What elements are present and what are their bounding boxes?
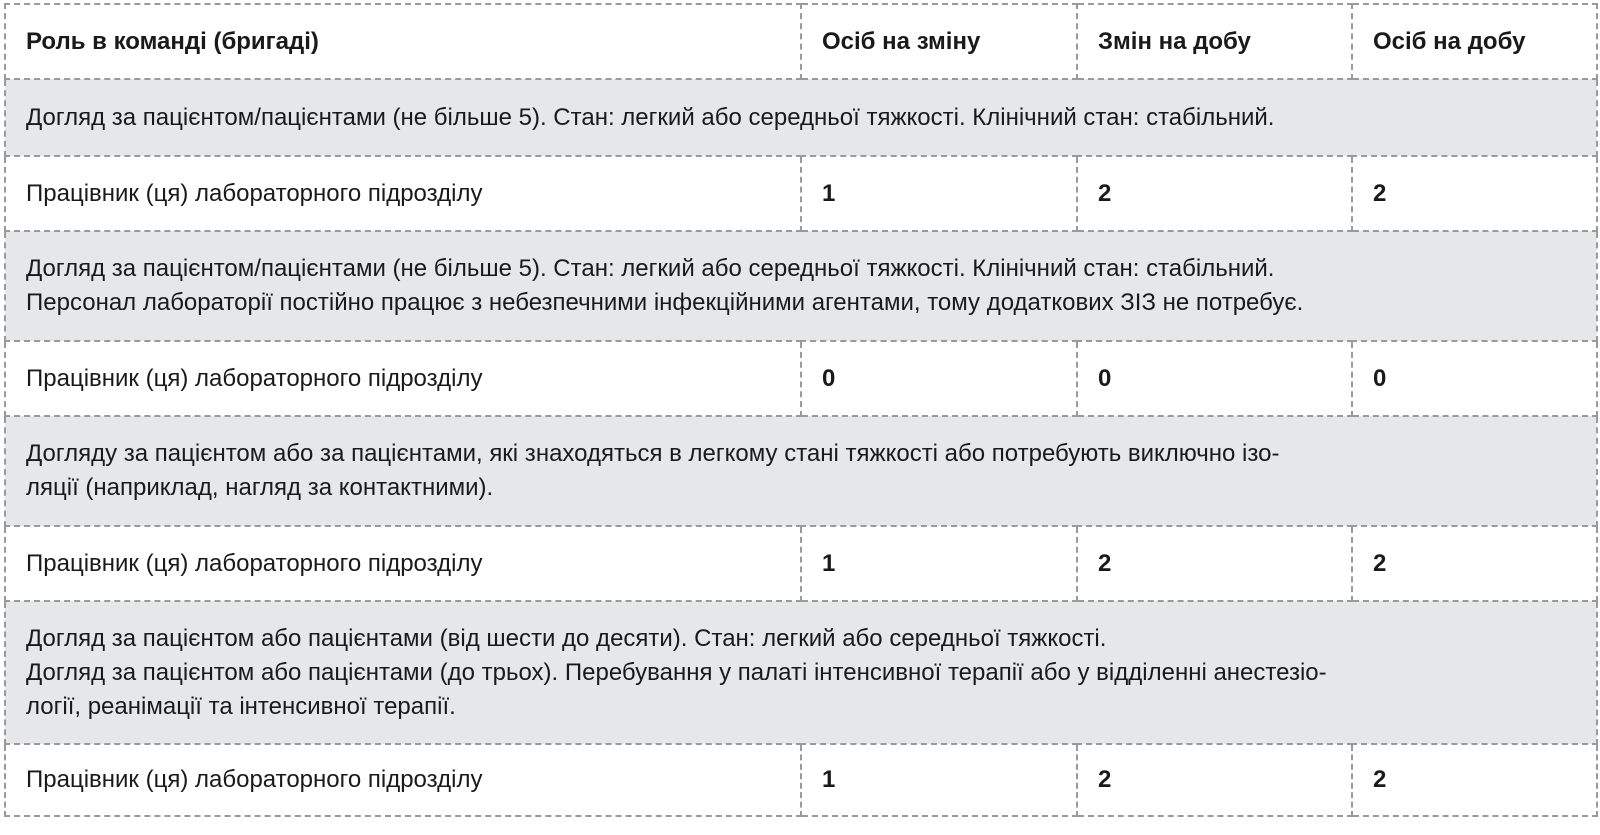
cell-shifts-per-day: 0	[1077, 341, 1352, 416]
header-per-day: Осіб на добу	[1352, 4, 1597, 79]
section-description-line: Догляд за пацієнтом або пацієнтами (до трьох). Перебування у палаті інтенсивної терапії або у відділенні анестезіо-	[26, 658, 1327, 686]
header-shifts-per-day: Змін на добу	[1077, 4, 1352, 79]
section-description	[5, 416, 1597, 526]
cell-role: Працівник (ця) лабораторного підрозділу	[5, 341, 801, 416]
cell-per-day: 2	[1352, 526, 1597, 601]
cell-shifts-per-day: 2	[1077, 744, 1352, 816]
cell-per-day: 0	[1352, 341, 1597, 416]
cell-per-day: 2	[1352, 156, 1597, 231]
section-header-row	[5, 416, 1597, 526]
header-role: Роль в команді (бригаді)	[5, 4, 801, 79]
cell-per-day: 2	[1352, 744, 1597, 816]
section-description-line: ляції (наприклад, нагляд за контактними).	[26, 474, 494, 501]
section-header-row	[5, 231, 1597, 341]
section-header-row	[5, 601, 1597, 744]
section-description-line: логії, реанімації та інтенсивної терапії.	[26, 692, 456, 720]
cell-per-shift: 0	[801, 341, 1077, 416]
cell-per-shift: 1	[801, 744, 1077, 816]
section-description-line: Догляду за пацієнтом або за пацієнтами, які знаходяться в легкому стані тяжкості або потребують виключно ізо-	[26, 440, 1280, 467]
header-per-shift: Осіб на зміну	[801, 4, 1077, 79]
staffing-table	[4, 3, 1598, 817]
section-description-line: Персонал лабораторії постійно працює з небезпечними інфекційними агентами, тому додаткових ЗІЗ не потребує.	[26, 289, 1304, 316]
cell-role: Працівник (ця) лабораторного підрозділу	[5, 526, 801, 601]
cell-per-shift: 1	[801, 156, 1077, 231]
table-row	[5, 156, 1597, 231]
cell-shifts-per-day: 2	[1077, 156, 1352, 231]
section-description-line: Догляд за пацієнтом/пацієнтами (не більше 5). Стан: легкий або середньої тяжкості. Клінічний стан: стабільний.	[26, 255, 1275, 282]
section-description	[5, 601, 1597, 744]
section-description	[5, 79, 1597, 156]
table-row	[5, 526, 1597, 601]
cell-role: Працівник (ця) лабораторного підрозділу	[5, 744, 801, 816]
cell-shifts-per-day: 2	[1077, 526, 1352, 601]
table-row	[5, 744, 1597, 816]
section-description	[5, 231, 1597, 341]
table-row	[5, 341, 1597, 416]
section-description-line: Догляд за пацієнтом/пацієнтами (не більше 5). Стан: легкий або середньої тяжкості. Клінічний стан: стабільний.	[26, 103, 1275, 131]
staffing-table-container	[4, 3, 1596, 817]
table-header-row	[5, 4, 1597, 79]
cell-per-shift: 1	[801, 526, 1077, 601]
section-description-line: Догляд за пацієнтом або пацієнтами (від шести до десяти). Стан: легкий або середньої тяжкості.	[26, 624, 1107, 652]
section-header-row	[5, 79, 1597, 156]
cell-role: Працівник (ця) лабораторного підрозділу	[5, 156, 801, 231]
